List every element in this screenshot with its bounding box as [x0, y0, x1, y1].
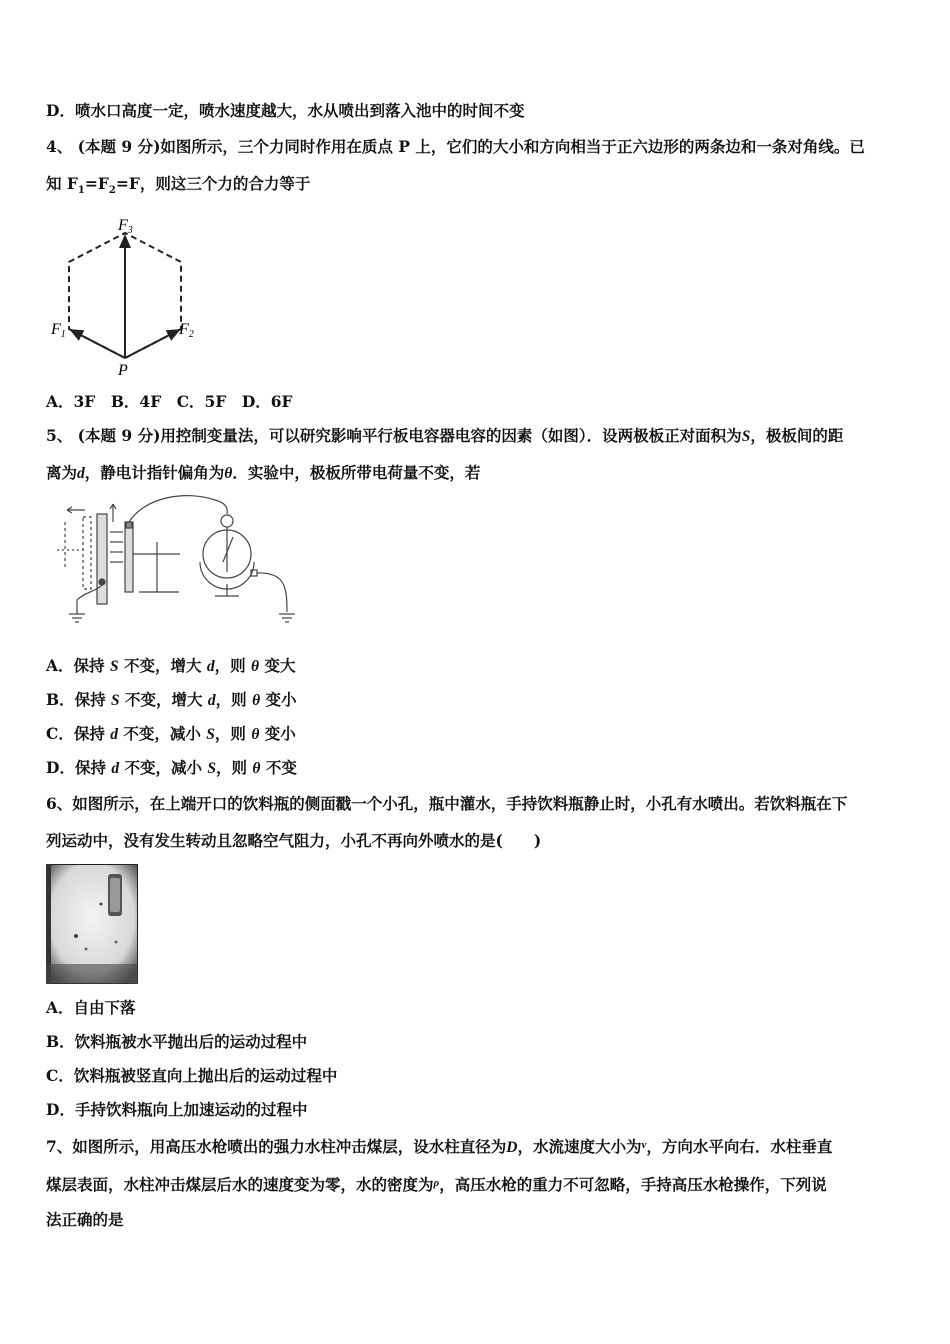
q6-option-a: A．自由下落 [46, 998, 136, 1017]
q7-stem-line3: 法正确的是 [46, 1210, 124, 1229]
label-f1: F1 [51, 321, 66, 340]
label-f2: F2 [179, 321, 194, 340]
q6-option-b: B．饮料瓶被水平抛出后的运动过程中 [46, 1032, 308, 1051]
label-p: P [118, 362, 128, 377]
force-f1-arrow [71, 330, 125, 358]
q5-stem-line2: 离为d，静电计指针偏角为θ．实验中，极板所带电荷量不变，若 [46, 463, 481, 482]
q4-stem-line2: 知 $F_1=F_2=F$，则这三个力的合力等于 [46, 174, 311, 197]
q6-option-d: D．手持饮料瓶向上加速运动的过程中 [46, 1100, 308, 1119]
q5-stem-line1: 5、 (本题 9 分)用控制变量法，可以研究影响平行板电容器电容的因素（如图）．设两极板正对面积为S，极板间的距 [46, 426, 844, 445]
q5-option-a: A．保持 S 不变，增大 d，则 θ 变大 [46, 656, 296, 675]
q6-stem-line2: 列运动中，没有发生转动且忽略空气阻力，小孔不再向外喷水的是( ) [46, 831, 542, 850]
q6-stem-line1: 6、如图所示，在上端开口的饮料瓶的侧面戳一个小孔，瓶中灌水，手持饮料瓶静止时，小孔有水喷出。若饮料瓶在下 [46, 794, 848, 813]
q5-option-b: B．保持 S 不变，增大 d，则 θ 变小 [46, 690, 297, 709]
q5-option-c: C．保持 d 不变，减小 S，则 θ 变小 [46, 724, 296, 743]
q7-stem-line1: 7、如图所示，用高压水枪喷出的强力水柱冲击煤层，设水柱直径为D，水流速度大小为$^v$，方向水平向右．水柱垂直 [46, 1137, 833, 1156]
force-f2-arrow [125, 330, 179, 358]
q3-option-d: D．喷水口高度一定，喷水速度越大，水从喷出到落入池中的时间不变 [46, 101, 525, 120]
q6-option-c: C．饮料瓶被竖直向上抛出后的运动过程中 [46, 1066, 338, 1085]
q4-options: A．3F B．4F C．5F D．6F [46, 392, 293, 411]
q4-stem-line1: 4、 (本题 9 分)如图所示，三个力同时作用在质点 P 上，它们的大小和方向相当于正六边形的两条边和一条对角线。已 [46, 137, 865, 156]
capacitor-electrometer-diagram [55, 492, 300, 632]
bottle-photo [46, 864, 138, 984]
hexagon-force-diagram [48, 212, 208, 377]
label-f3: F3 [118, 217, 133, 236]
q7-stem-line2: 煤层表面，水柱冲击煤层后水的速度变为零，水的密度为$^\rho$，高压水枪的重力不可忽略，手持高压水枪操作，下列说 [46, 1175, 827, 1194]
q5-option-d: D．保持 d 不变，减小 S，则 θ 不变 [46, 758, 297, 777]
